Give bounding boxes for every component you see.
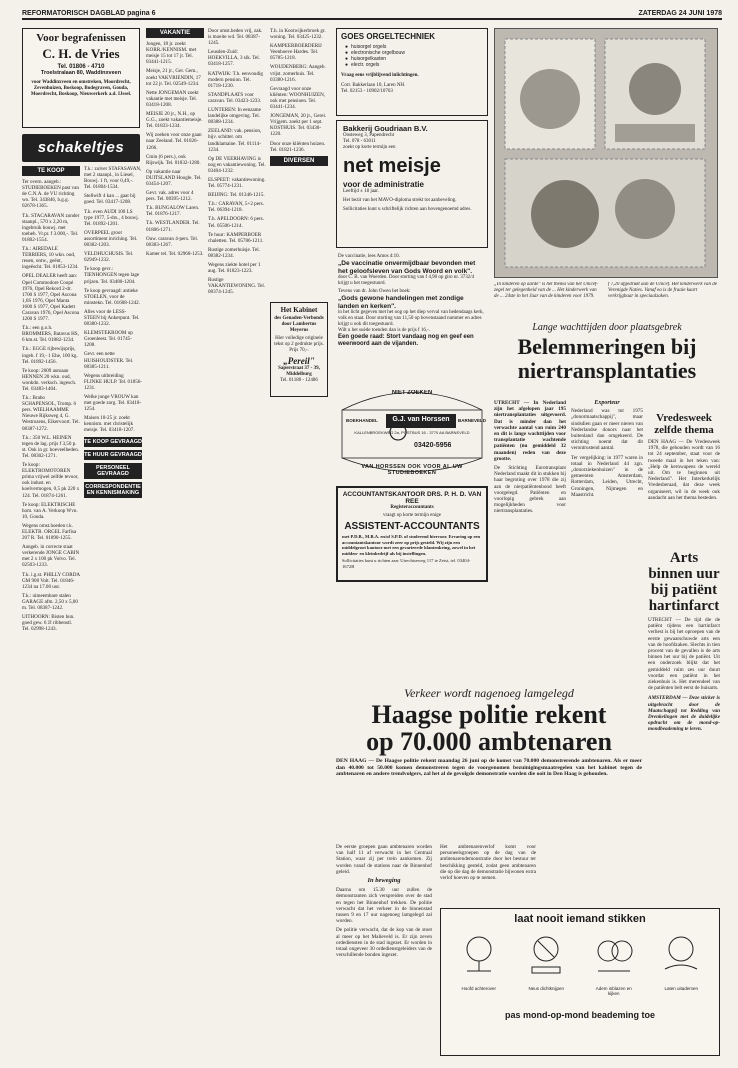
- classified-ad: Welke jonge VROUW kan met goede zorg. Tel. 03418-1254.: [84, 394, 142, 413]
- accountant-sub: Registeraccountants: [390, 505, 434, 510]
- sticker-bottom: pas mond-op-mond beademing toe: [505, 1010, 655, 1020]
- sermon-head: De vaccinatie, lees Amos 4:10.: [338, 254, 400, 259]
- ad-vries: [22, 28, 140, 128]
- bakkerij-address: Oosteweg 3, Papendrecht: [343, 133, 394, 138]
- classified-ad: Nette JONGEMAN zoekt vakantie met meisje. Tel. 03418-1208.: [146, 89, 199, 108]
- politie-para3: De politie verwacht, dat de kop van de stoet al meer op het Malieveld is. Er zijn zeven ordediensten in de stad ingezet. Er worden in totaal ongeveer 30 ordedienstgeleiders van de verschillende bonden ingezet.: [336, 927, 432, 959]
- classified-ad: Rustige zomerhuisje. Tel. 08382-1234.: [208, 246, 260, 259]
- niere-headline: Belemmeringen bij niertransplantaties: [517, 334, 697, 383]
- classified-ad: Te huur: KAMPERBOER chaletten. Tel. 05786-1211.: [208, 231, 264, 244]
- accountant-role: ASSISTENT-ACCOUNTANTS: [344, 521, 480, 532]
- politie-kicker: Verkeer wordt nagenoeg lamgelegd: [404, 686, 574, 700]
- niere-para3: Ter vergelijking: in 1977 waren in totaal in Nederland 44 zgn. „donorziekenhuizen" in de gemeenten Amsterdam, Rotterdam, Leiden, Utrecht, Groningen, Nijmegen en Maastricht.: [571, 454, 643, 498]
- classified-ad: Maisen 18-25 jr. zoekt kennism. met christelijk meisje. Tel. 03418-1207.: [84, 415, 135, 434]
- sermon-author: door C. B. van Woerden. Door storting van f 4,90 op giro nr. 3732/4 krijgt u het toegestuurd.: [338, 275, 475, 286]
- bakkerij-age: Leeftijd ± 18 jaar.: [343, 189, 379, 194]
- ad-vries-title1: Voor begrafenissen: [36, 32, 126, 44]
- step-nose: [522, 931, 570, 996]
- niere-para2: Nederland was tot 1975 „donormaatschappij", maar sindsdien gaan er meer nieren van Nederlandse donors naar het buitenland dan omgekeerd. De stichting noemt dat dit verontrustend aantal.: [571, 408, 643, 452]
- ad-vries-address: Troelstralaan 80, Waddinxveen: [40, 70, 122, 76]
- politie-col1: [336, 844, 432, 1056]
- bakkerij-phone: Tel. 078 - 63011: [343, 139, 376, 144]
- goes-address: Corr. Bakkerlaan 10, Laren NH.: [341, 83, 406, 88]
- classified-ad: T.k. WESTLANDER. Tel. 01806-1271.: [146, 220, 200, 233]
- bakkerij-headline: net meisje: [343, 155, 441, 177]
- kabinet-sub: des Genaden-Verbonds door Lambertus Meyerus: [274, 316, 324, 333]
- col1-list: [22, 179, 80, 632]
- article-arts: [648, 550, 720, 920]
- horssen-arc: VAN HORSSEN OOK VOOR AL UW STUDIEBOEKEN: [361, 464, 463, 476]
- politie-headline2: op 70.000 ambtenaren: [366, 727, 612, 756]
- masthead-right: ZATERDAG 24 JUNI 1978: [638, 10, 722, 17]
- classified-ad: WOUDENBERG: Aangeb. vrijst. zomerhuis. Tel. 03380-1216.: [270, 64, 326, 83]
- arts-text: UTRECHT — De tijd die de patiënt tijdens een hartinfarct verliest is bij het oproepen van de eerste gewaarschuwde arts een van de hoofdzaken. Slechts in tien procent van de gevallen is de arts binnen het uur bij de patiënt. Uit een onderzoek blijkt dat het gemiddeld ruim zes uur duurt voordat een patiënt in het ziekenhuis is. Het merendeel van de patiënten belt eerst de huisarts.: [648, 617, 720, 692]
- horssen-phone: 03420-5956: [414, 442, 452, 449]
- accountant-line: vraagt op korte termijn enige: [382, 513, 442, 518]
- classified-ad: Aangeb. in correcte staat verkerende JONGE CABIN met 2 x 100 pk Volvo. Tel. 02503-1233.: [22, 544, 80, 569]
- classified-ad: KATWIJK: T.h. eenvoudig modern pension. Tel. 01718-1230.: [208, 70, 263, 89]
- classified-ad: Alles voor de LESS-STEEN bij Ankerpunt. Tel. 08380-1232.: [84, 308, 140, 328]
- schakeltjes-banner: [22, 134, 140, 162]
- sticker-steps: [441, 931, 719, 996]
- schakeltjes-title: schakeltjes: [37, 139, 125, 156]
- classified-ad: Op DE VEERHAVING is nog en vakantiewoning. Tel. 03404-1232.: [208, 155, 266, 174]
- classified-ad: Gevr. vak. adres voor 4 pers. Tel. 08395-1212.: [146, 190, 194, 203]
- classified-ad: T.h. APELDOORN: 6 pers. Tel. 05506-1214.: [208, 216, 264, 229]
- classified-ad: T.k. STACARAVAN zonder staanpl., 570 x 2,20 m, ingebruik bouwj. met toebeh. Vr.pr. f 3.000,-. Tel. 01802-1554.: [22, 212, 80, 243]
- ad-bakkerij: [336, 120, 488, 248]
- classified-ad: ELSPEET: vakantiewoning. Tel. 05774-1231.: [208, 176, 266, 190]
- politie-col2: [440, 844, 536, 904]
- ad-kabinet: [270, 302, 328, 397]
- sticker-title: laat nooit iemand stikken: [514, 913, 646, 925]
- kabinet-address: Saperstraat 37 - 39, Middelburg: [278, 366, 320, 377]
- sermon-title: „De vaccinatie onvermijdbaar bevonden met het geloofsleven van Gods Woord en volk".: [338, 260, 476, 275]
- masthead-rule: [22, 18, 722, 20]
- article-vredesweek: [648, 412, 720, 548]
- section-personeel-gevraagd: PERSONEEL GEVRAAGD: [84, 463, 142, 479]
- classified-ad: T.k.: EGGE rijbewijsprijs, ingeb. f 19,- 1 Ehe, 100 kg. Tel. 01892-1456.: [22, 346, 78, 365]
- accountant-text: met P.D.B., M.B.A. en/of S.P.D. of studerend hiervoor. Ervaring op een accountantskantoor wordt zeer op prijs gesteld. Wij zijn een middelgroot kantoor met een gevarieerde klantenkring, zowel in het midden- en kleinbedrijf als bij instellingen.: [342, 534, 481, 556]
- kabinet-title: Het Kabinet: [280, 306, 318, 314]
- step-breathe: [590, 931, 638, 996]
- classified-ad: Te koop gevraagd: antieke STOELEN, voor de minstekn. Tel. 01608-1242.: [84, 287, 141, 306]
- classified-ad: Door omst.heden vrij, zak. is moeite wd. Tel. 08387-1245.: [208, 28, 263, 47]
- goes-phone: Tel. 02153 - 10902/10763: [341, 89, 393, 94]
- masthead-left: REFORMATORISCH DAGBLAD pagina 6: [22, 10, 156, 17]
- step-head-back: [455, 931, 503, 996]
- classified-ad: KLEMSTEKROOM op Groenleest. Tel. 01745-1208.: [84, 330, 133, 349]
- kabinet-publisher: „Pereil": [283, 356, 315, 366]
- goes-bullet: ● huisorgelkasten: [345, 56, 387, 62]
- goes-bullets: [345, 44, 483, 68]
- sermon-text2: in het licht gegeven met het oog op het diep verval van hedendaags kerk, volk en staat. Door storting van 11,50 op bovenstaand nummer en adres krijgt u ook dit toegestuurd.: [338, 310, 484, 327]
- classified-ad: VELDHUCHUSIS. Tel. 02949-1232.: [84, 251, 134, 264]
- vredesweek-text: DEN HAAG — De Vredesweek 1978, die gehouden wordt van 16 tot 24 september, staat voor de tweede maal in het teken van: „Help de kernwapens de wereld uit. Om te beginnen uit Nederland". Het Interkerkelijk Vredesberaad, dat deze week organiseert, wil in de week ook aandacht aan het thema besteden.: [648, 439, 720, 501]
- classifieds-col4: [208, 28, 266, 698]
- niere-para1: De Stichting Eurotransplant Nederland maakt dit in stukken bij haar begroting over 1978 die zij aan de nierpatiëntenbond heeft voorgelegd. Patiënten en voorlopig gebrek aan mogelijkheden voor niertransplantaties.: [494, 465, 566, 515]
- ad-accountant: [336, 486, 488, 582]
- classified-ad: Jongen, 18 jr. zoekt KORR./KENNISM. met meisje 15 tot 17 jr. Tel. 03441-1215.: [146, 41, 197, 66]
- accountant-apply: Sollicitaties kunt u richten aan: Utrechtseweg 117 te Zeist, tel. 03404-1672B: [342, 558, 471, 569]
- exhale-icon: [659, 931, 703, 981]
- sticker-mond: [440, 908, 720, 1056]
- unicef-stamp-image: [495, 29, 717, 277]
- politie-sub: In beweging: [367, 877, 401, 885]
- politie-para1: De eerste groepen gaan ambtenaren worden van half 11 af verwacht in het Centraal Station, waar zij per trein aankomen. Zij worden vanaf de stations naar de Binnenhof geleid.: [336, 844, 432, 875]
- politie-para4: Het ambtenarenverlof komt voor personeelsgroepen op de dag van de ambtenarendemonstratie door het bestuur ter beschikking gesteld, zodat geen ambtenaren die op die dag de demonstratie bijwonen extra verlof hoeven op te nemen.: [440, 844, 536, 882]
- classified-ad: Rustige VAKANTIEWONING. Tel. 08374-1245.: [208, 277, 266, 296]
- classified-ad: Wegens ziekte hotel per 1 aug. Tel. 01823-1223.: [208, 262, 261, 275]
- classified-ad: LUNTEREN: In eenzame landelijke omgeving. Tel. 08388-1234.: [208, 107, 261, 126]
- classified-ad: Stellwift 4 kan ... gaat bij goed. Tel. 03417-1208.: [84, 193, 136, 206]
- section-te-koop-gevraagd: TE KOOP GEVRAAGD: [84, 437, 142, 447]
- col4-list: [208, 28, 266, 295]
- bakkerij-note: zoekt op korte termijn een: [343, 145, 396, 150]
- classified-ad: KAMPEERBOERDERIJ Veenhoeve Hardes. Tel. 05785-1218.: [270, 43, 322, 62]
- classified-ad: T.h. in Kootwijkerbroek gr. woning. Tel. 03425-1232.: [270, 28, 326, 41]
- classified-ad: OVERPEEL groot assortiment inriching. Tel. 08382-1203.: [84, 229, 138, 249]
- classified-ad: Leusden-Zuid: HOEKVILLA, 3 slk. Tel. 03418-1257.: [208, 49, 260, 68]
- classified-ad: Gevraagd voor onze kliënten: WOONHUIZEN, ook met pensioen. Tel. 03441-1234.: [270, 85, 326, 111]
- article-politie: [336, 686, 642, 846]
- classified-ad: Kamer tel. Tel. 02968-1253.: [146, 250, 204, 257]
- classified-ad: Wij zoeken voor onze gaan naar Zeeland. Tel. 01826-1266.: [146, 132, 202, 151]
- classified-ad: Meisje, 21 jr., Ger. Gem., zoekt VAKVRIENDIN, 17 tot 22 jr. Tel. 02549-1234.: [146, 68, 201, 87]
- classifieds-col3: [146, 28, 204, 1056]
- classifieds-col2: [84, 166, 142, 1056]
- arts-headline: Arts binnen uur bij patiënt hartinfarct: [648, 550, 720, 614]
- classified-ad: UITHOORN: Bisten hun. goed gew. 6 JJ ribbenstl. Tel. 02998-1243.: [22, 614, 75, 633]
- photo-unicef: [494, 28, 718, 278]
- head-tilt-icon: [457, 931, 501, 981]
- niere-kicker: Lange wachttijden door plaatsgebrek: [532, 322, 682, 333]
- classifieds-col1: [22, 166, 80, 1056]
- horssen-sub: BOEKHANDEL: [346, 418, 378, 423]
- photo-caption-right: f 7,20 afgedrukt aan de Unicef. Het kinderwerk van de Verenigde Naties. Vanaf ea is de fraaie kaart verkrijgbaar in speciaalzaken.: [608, 282, 717, 299]
- politie-para2: Daarna om 15.30 uur zullen de demonstranten zich verspreiden over de stad en tegen het Binnenhof trekken. De politie verwacht dat het verkeer in de binnenstad tussen 9 en 17 uur nagenoeg lamgelegd zal worden.: [336, 887, 432, 925]
- horssen-address: KALLENBROEKWEG 2a, POSTBUS 16 - 3770 AA BARNEVELD: [354, 430, 470, 435]
- bakkerij-title: Bakkerij Goudriaan B.V.: [343, 124, 428, 133]
- step-label: Neus dichtknijpen: [528, 986, 565, 991]
- niere-col2: [571, 400, 643, 680]
- step-label: Laten uitademen: [664, 986, 699, 991]
- bakkerij-diploma: Het bezit van het MAVO-diploma strekt tot aanbeveling.: [343, 198, 457, 203]
- bakkerij-role: voor de administratie: [343, 180, 424, 189]
- classified-ad: T.k. BUNGALOW Laren. Tel. 01876-1217.: [146, 205, 200, 218]
- classified-ad: Wegens omst.hoeden t.k. ELEKTR. ORGEL Farfisa 207 R. Tel. 01890-1255.: [22, 522, 77, 542]
- classified-ad: Te koop: ELEKTRISCHE hom. van A. Verkoop Wvn. 10, Gouda.: [22, 501, 78, 520]
- classified-ad: Te koop: 2009 autoaan HENNEN 20 wkn. oud, wonkdn. verksch. ingesch. Tel. 03483-1404.: [22, 367, 77, 392]
- section-te-huur-gevraagd: TE HUUR GEVRAAGD: [84, 450, 142, 460]
- classified-ad: T.k.: AIREDALE TERRIERS, 10 wkn. oud, reuen, ontw., geënt, ingeëscht. Tel. 01853-1234.: [22, 246, 79, 271]
- classified-ad: T.h.: CARAVAN, 5+2 pers. Tel. 06394-1218.: [208, 201, 264, 214]
- horssen-name: G.J. van Horssen: [392, 416, 450, 423]
- step-exhale: [657, 931, 705, 996]
- arts-footnote: AMSTERDAM — Deze sticker is uitgebracht door de Maatschappij tot Redding van Drenkelingen met de duidelijke opdracht om de mond-op-mondbeademing te leren.: [648, 695, 720, 733]
- section-diversen: DIVERSEN: [270, 156, 328, 166]
- classified-ad: T.k. even AUDI 100 LS type 1977, 5-drs., 4 bouwj. Tel. 01892-1201.: [84, 208, 139, 227]
- nose-pinch-icon: [524, 931, 568, 981]
- classified-ad: T.k.: 350 W.L. HEINEN tegen de lag. prijs f 3,50 p. st. Ook in gr. hoeveelheden. Tel. 08302-1271.: [22, 434, 80, 459]
- classified-ad: T.k.: Brabo SCHAPENSOL, Tromp. 6 pers. WIELHAAMME Nieuwe Rijksweg 4, G. Westrozens, Eikervoort. Tel. 08387-1272.: [22, 395, 80, 432]
- step-label: Hoofd achterover: [461, 986, 497, 991]
- classified-ad: Door onze kliënten huizen. Tel. 01821-1236.: [270, 140, 326, 153]
- classified-ad: Op vakantie naar DUITSLAND Hoogle. Tel. 03454-1207.: [146, 168, 202, 187]
- ad-goes: [336, 28, 488, 116]
- section-vakantie: VAKANTIE: [146, 28, 204, 38]
- sermon-head2: Tevens van dr. John Owen het boek:: [338, 289, 411, 294]
- classifieds-col5: [270, 28, 328, 298]
- sermon-title2: „Gods gewone handelingen met zondige landen en kerken".: [338, 295, 464, 310]
- classified-ad: STANDPLAATS voor caravan. Tel. 03423-1233.: [208, 91, 262, 104]
- col2-list: [84, 166, 142, 434]
- niere-col1: [494, 400, 566, 680]
- horssen-city: BARNEVELD: [458, 418, 487, 423]
- classified-ad: T.k.: een g.o.h. BROMMERS, Batavus HS, 6 km.st. Tel. 01882-1234.: [22, 325, 79, 344]
- ad-horssen: [336, 380, 488, 482]
- classified-ad: BEIJING: Tel. 01346-1215.: [208, 192, 265, 199]
- sermon-name: Een goede raad: Stort vandaag nog en geef een weerwoord aan de vijanden.: [338, 334, 474, 347]
- kabinet-phone: Tel. 01180 - 12486: [280, 378, 318, 383]
- section-correspondentie: CORRESPONDENTIE EN KENNISMAKING: [84, 482, 142, 498]
- ad-vries-area: voor Waddinxveen en omstreken, Moordrecht, Zevenhuizen, Boskoop, Bodegraven, Gouda, Moerdrecht, Boskoop, Nieuwerkerk a.d. IJssel.: [30, 80, 132, 97]
- vredesweek-headline: Vredesweek zelfde thema: [654, 412, 714, 436]
- classified-ad: Cmin (6 pers.), ook Rijswijk. Tel. 01832-1280.: [146, 153, 201, 166]
- classified-ad: MEISJE 20 jr., N.H., op G.G., zoekt vakantiemeisje. Tel. 01833-1234.: [146, 111, 203, 130]
- goes-title: GOES ORGELTECHNIEK: [341, 32, 436, 41]
- photo-caption-left: „In kinderen op aarde" is het thema van het Unicef-zegel ter gelegenheid van de ... Het kinderwerk van de ... 24ste in het Jaar van de kinderen voor 1979.: [494, 282, 599, 299]
- classified-ad: T.k. i.g.st. PHILLY CORDA GM 900 Volt. Tel. 01846-1234 na 17.00 uur.: [22, 571, 80, 590]
- politie-headline1: Haagse politie rekent: [371, 700, 607, 729]
- classified-ad: Te koop: ELEKTROMOTOREN prima vrijwel zelfde tevoor, ook indust. en koelvermogen, 0,5 pk 220 x 124. Tel. 01874-1261.: [22, 462, 80, 499]
- ad-vries-phone: Tel. 01806 - 4710: [57, 64, 105, 70]
- goes-bullet: ● huisorgel orgels: [345, 44, 387, 50]
- goes-bullet: ● electr. orgels: [345, 62, 380, 68]
- ad-vries-title2: C. H. de Vries: [42, 46, 120, 61]
- breath-icon: [592, 931, 636, 981]
- sermon-text3: Wilt u het suède toenden dan is de prijs f 16,-.: [338, 328, 430, 333]
- classified-ad: Ouw. caravan 4-pers. Tel. 08383-1267.: [146, 235, 199, 248]
- classified-ad: ZEELAND: vak. pension, bijv. schitter. om landklamaine. Tel. 01114-1234.: [208, 128, 262, 153]
- photo-captions: [494, 282, 718, 318]
- niere-lead: UTRECHT — In Nederland zijn het afgelopen jaar 195 niertransplantaties uitgevoerd. Dat is minder dan het verwachte aantal van ruim 240 en dit is lange wachttijden voor transplantatie wachtende patiënten (nu gemiddeld 32 maanden) reden van deze grootte.: [494, 400, 566, 462]
- classified-ad: Wegens uitbreiding FLINKE HULP. Tel. 01856-1231.: [84, 372, 142, 391]
- ad-sermon: [336, 252, 488, 374]
- classified-ad: T.k.: zulver STAFASAVAN, met 2 staanpl., in Liesel, Bouwj. 1 ft, voor 0,49,-. Tel. 01804-1534.: [84, 166, 142, 191]
- goes-note: Vraag eens vrijblijvend inlichtingen.: [341, 73, 419, 78]
- classified-ad: T.k.: uitneembare stalen GARAGE afm. 2,50 x 5,00 m. Tel. 08387-1242.: [22, 592, 78, 611]
- horssen-top: NIET ZOEKEN: [391, 390, 433, 396]
- niere-sub: Exporteur: [594, 400, 620, 406]
- accountant-title: ACCOUNTANTSKANTOOR DRS. P. H. D. VAN REE: [342, 491, 482, 505]
- politie-lead: DEN HAAG — De Haagse politie rekent maandag 26 juni op de komst van 70.000 demonstrerende ambtenaren. Als er meer dan 40.000 tot 50.000 komen demonstreren tegen de voorgenomen bezuinigingsmaatregelen van het kabinet tegen de ambtenaren en andere trendvolgers, zal het al de gevolgde demonstratie worden die ooit in Den Haag is gehouden.: [336, 758, 642, 778]
- classified-ad: JONGEMAN, 20 jr., Gerei. Vrijgem. zoekt per 1 sept. KOSTHUIS. Tel. 03430-1220.: [270, 113, 327, 138]
- step-label: Adem inblazen en kijken: [595, 986, 632, 996]
- goes-bullet: ● electronische orgelbouw: [345, 50, 405, 56]
- classified-ad: Ter overn. aangeb.: STUDIEBOEKEN past van de C.N.A. de VU richting wo. Tel. 343846, b.g.g. 02678-1365.: [22, 179, 79, 210]
- col3-list: [146, 41, 204, 257]
- kabinet-text: Hier volledige originele tekst op 2 gedrukte prijs. Prijs 70,-.: [274, 336, 324, 353]
- section-te-koop: TE KOOP: [22, 166, 80, 176]
- col5-list: [270, 28, 328, 153]
- bakkerij-apply: Sollicitaties kunt u schriftelijk richten aan bovengenoemd adres.: [343, 207, 472, 212]
- classified-ad: OPEL DEALER heeft aan: Opel Commodore Coupé 1976, Opel Rekord 2-dr. 1700 S 1977, Opel Ascona 1,6S 1976, Opel Manta 1600 S 1977, Opel Kadett Caravan 1976, Opel Ascona 1200 S 1977.: [22, 273, 80, 323]
- classified-ad: Te koop gevr.: TIENHONGEN tegen lage prijzen. Tel. 03480-1204.: [84, 266, 140, 285]
- classified-ad: Gevr. een nette HUISHOUDSTER. Tel. 08385-1211.: [84, 351, 134, 370]
